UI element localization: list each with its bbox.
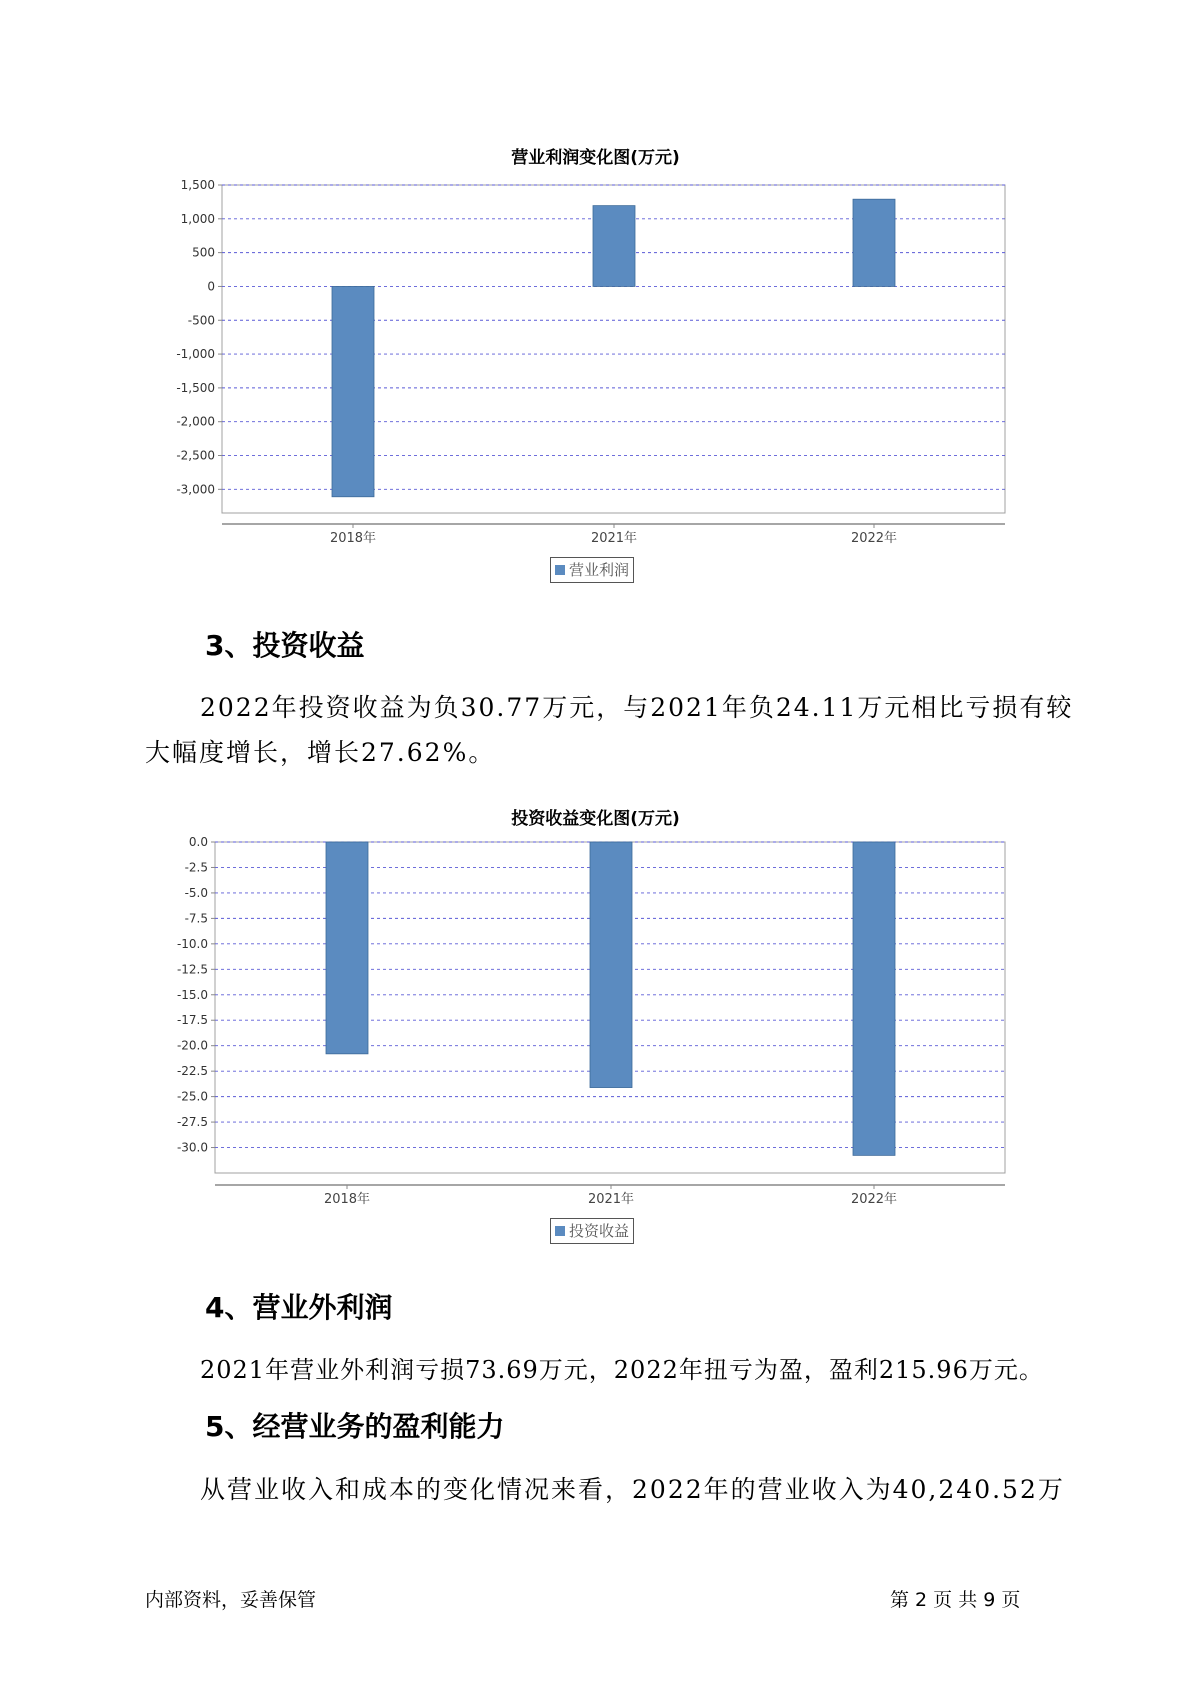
section-4-heading: 4、营业外利润 — [205, 1291, 393, 1324]
section-3-paragraph-line-1: 2022年投资收益为负30.77万元，与2021年负24.11万元相比亏损有较 — [200, 693, 1074, 722]
legend-swatch — [555, 1226, 565, 1236]
section-5-heading: 5、经营业务的盈利能力 — [205, 1410, 505, 1443]
x-tick-label: 2021年 — [587, 1192, 635, 1207]
y-tick-label: -5.0 — [184, 885, 208, 900]
bar-2018年 — [326, 842, 368, 1054]
y-tick-label: -1,000 — [176, 347, 215, 362]
x-tick-label: 2022年 — [850, 531, 898, 546]
investment-income-chart — [0, 830, 1191, 1230]
x-tick-label: 2018年 — [329, 531, 377, 546]
bar-2022年 — [853, 199, 895, 286]
y-tick-label: 500 — [192, 245, 215, 260]
section-5-paragraph: 从营业收入和成本的变化情况来看，2022年的营业收入为40,240.52万 — [200, 1475, 1065, 1504]
y-tick-label: -17.5 — [176, 1013, 208, 1028]
bar-2018年 — [332, 286, 374, 496]
chart2-legend-label: 投资收益 — [569, 1222, 630, 1240]
chart2-title: 投资收益变化图(万元) — [511, 809, 680, 829]
y-tick-label: -30.0 — [176, 1140, 208, 1155]
y-tick-label: -2,500 — [176, 448, 215, 463]
y-tick-label: 0 — [207, 279, 215, 294]
y-tick-label: -1,500 — [176, 380, 215, 395]
y-tick-label: -20.0 — [176, 1038, 208, 1053]
y-tick-label: -3,000 — [176, 482, 215, 497]
chart1-legend-label: 营业利润 — [569, 561, 630, 579]
y-tick-label: -27.5 — [176, 1115, 208, 1130]
y-tick-label: 1,000 — [180, 211, 215, 226]
y-tick-label: -7.5 — [184, 911, 208, 926]
bar-2021年 — [593, 206, 635, 287]
bar-2022年 — [853, 842, 895, 1155]
y-tick-label: -10.0 — [176, 936, 208, 951]
y-tick-label: -25.0 — [176, 1089, 208, 1104]
x-tick-label: 2022年 — [850, 1192, 898, 1207]
x-tick-label: 2021年 — [590, 531, 638, 546]
chart1-title: 营业利润变化图(万元) — [511, 148, 680, 168]
bar-2021年 — [590, 842, 632, 1088]
y-tick-label: -22.5 — [176, 1064, 208, 1079]
chart1-legend — [550, 557, 634, 583]
legend-swatch — [555, 565, 565, 575]
y-tick-label: -2,000 — [176, 414, 215, 429]
footer-page-number: 第 2 页 共 9 页 — [890, 1589, 1021, 1611]
x-tick-label: 2018年 — [323, 1192, 371, 1207]
y-tick-label: 1,500 — [180, 178, 215, 192]
y-tick-label: 0.0 — [188, 835, 208, 849]
chart2-legend — [550, 1218, 634, 1244]
section-3-heading: 3、投资收益 — [205, 629, 365, 662]
y-tick-label: -500 — [187, 313, 215, 328]
section-3-paragraph-line-2: 大幅度增长，增长27.62%。 — [145, 738, 496, 767]
footer-confidential-note: 内部资料，妥善保管 — [145, 1589, 317, 1611]
section-4-paragraph: 2021年营业外利润亏损73.69万元，2022年扭亏为盈，盈利215.96万元。 — [200, 1356, 1044, 1384]
y-tick-label: -12.5 — [176, 962, 208, 977]
y-tick-label: -15.0 — [176, 987, 208, 1002]
operating-profit-chart — [0, 170, 1191, 570]
y-tick-label: -2.5 — [184, 860, 208, 875]
